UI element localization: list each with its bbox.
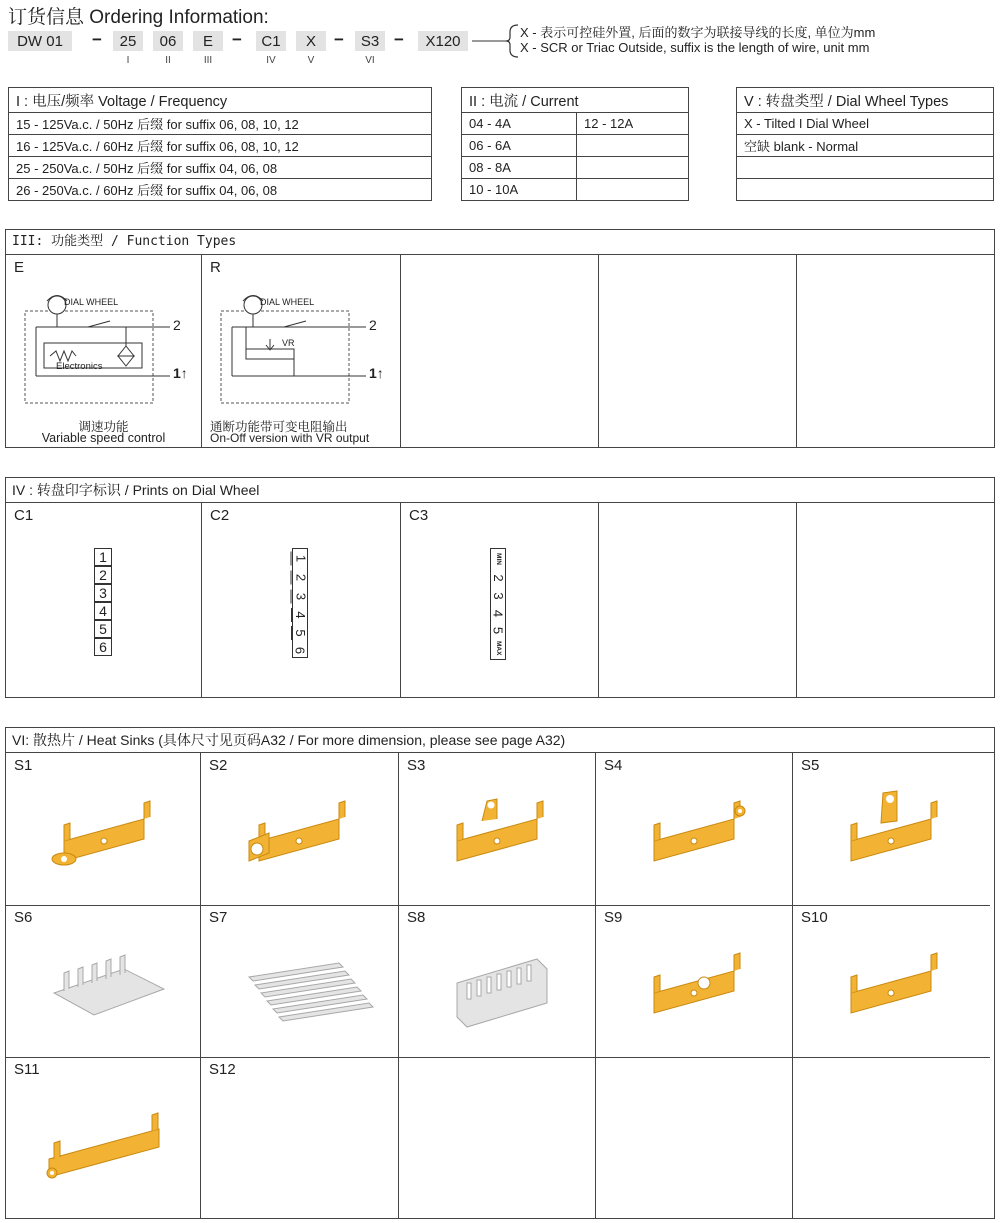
prints-header: IV : 转盘印字标识 / Prints on Dial Wheel: [6, 478, 994, 503]
dial-mark: MAX: [495, 641, 502, 656]
function-label-cn: 调速功能: [78, 420, 129, 434]
heatsink-cell-s6: [6, 905, 201, 1058]
arrow-up-icon: ↑: [376, 365, 384, 381]
roman-label: VI: [365, 55, 375, 66]
heatsink-cell-empty: [399, 1057, 596, 1218]
print-cell-empty: [599, 503, 797, 697]
heatsink-code: S9: [604, 909, 623, 926]
function-cell-r: [202, 255, 401, 448]
table-cell: [577, 157, 689, 179]
dial-mark: 2: [94, 566, 112, 584]
current-header: II : 电流 / Current: [462, 88, 689, 113]
table-cell: 12 - 12A: [577, 113, 689, 135]
function-cell-empty: [599, 255, 797, 447]
dial-mark: 3: [291, 590, 310, 604]
heatsink-code: S8: [407, 909, 426, 926]
heatsink-code: S12: [209, 1061, 236, 1078]
code-dial-type: X: [296, 31, 326, 51]
dial-mark: MIN: [495, 553, 502, 565]
table-cell: [577, 135, 689, 157]
prints-section: [5, 477, 995, 698]
function-label-cn: 通断功能带可变电阻输出: [210, 420, 348, 434]
function-code: R: [210, 259, 221, 276]
dial-mark: 6: [94, 638, 112, 656]
function-label-en: Variable speed control: [41, 431, 166, 445]
print-code: C3: [409, 507, 429, 524]
table-cell: [577, 179, 689, 201]
dial-mark: 2: [491, 574, 506, 582]
code-dash: −: [334, 30, 344, 49]
table-row: 26 - 250Va.c. / 60Hz 后缀 for suffix 04, 06, 08: [9, 179, 432, 201]
heatsink-cell-s5: [793, 753, 990, 906]
heatsink-image: [427, 933, 572, 1048]
dial-wheel-label: DIAL WHEEL: [260, 297, 315, 307]
heatsink-code: S11: [14, 1061, 40, 1078]
dial-mark: 4: [490, 609, 506, 618]
roman-label: V: [307, 55, 315, 66]
pin-number: 1: [369, 365, 377, 381]
dial-mark: 3: [491, 592, 506, 600]
heatsink-code: S3: [407, 757, 426, 774]
circuit-r-diagram: [216, 293, 392, 413]
code-function: E: [193, 31, 223, 51]
heatsink-image: [34, 781, 179, 896]
heatsink-cell-s7: [201, 905, 399, 1058]
roman-label: II: [165, 55, 171, 66]
heatsink-code: S5: [801, 757, 820, 774]
roman-label: IV: [266, 55, 276, 66]
heatsink-image: [624, 933, 769, 1048]
table-row: X - Tilted I Dial Wheel: [737, 113, 994, 135]
pin-label: [369, 365, 384, 381]
table-row: 25 - 250Va.c. / 50Hz 后缀 for suffix 04, 06, 08: [9, 157, 432, 179]
dial-mark: 5: [94, 620, 112, 638]
dial-mark: 5: [490, 626, 506, 635]
voltage-table: [8, 87, 432, 201]
code-dash: −: [232, 30, 242, 49]
code-dash: −: [394, 30, 404, 49]
heatsink-code: S6: [14, 909, 33, 926]
heatsink-cell-s3: [399, 753, 596, 906]
heatsink-cell-empty: [793, 1057, 990, 1218]
function-header: III: 功能类型 / Function Types: [6, 230, 994, 255]
heatsink-header: VI: 散热片 / Heat Sinks (具体尺寸见页码A32 / For more dimension, please see page A32): [6, 728, 994, 753]
function-cell-empty: [401, 255, 599, 447]
heatsink-image: [34, 1085, 179, 1200]
heatsink-cell-s11: [6, 1057, 201, 1218]
code-current: 06: [153, 31, 183, 51]
function-label-en: On-Off version with VR output: [210, 431, 370, 445]
brace-connector: [470, 22, 522, 62]
code-dash: −: [92, 30, 102, 49]
code-voltage: 25: [113, 31, 143, 51]
heatsink-cell-s4: [596, 753, 793, 906]
heatsink-cell-s10: [793, 905, 990, 1058]
heatsink-code: S4: [604, 757, 623, 774]
table-row: [737, 179, 994, 201]
table-cell: 06 - 6A: [462, 135, 577, 157]
print-code: C1: [14, 507, 34, 524]
dial-mark: 4: [94, 602, 112, 620]
heatsink-cell-s2: [201, 753, 399, 906]
roman-label: III: [203, 55, 213, 66]
heatsink-image: [34, 933, 179, 1048]
table-cell: 08 - 8A: [462, 157, 577, 179]
heatsink-image: [624, 781, 769, 896]
print-cell-c1: [6, 503, 202, 697]
heatsink-section: [5, 727, 995, 1219]
heatsink-image: [821, 781, 966, 896]
arrow-up-icon: ↑: [180, 365, 188, 381]
heatsink-image: [229, 781, 374, 896]
page-title: 订货信息 Ordering Information:: [8, 7, 269, 28]
dial-mark: 3: [94, 584, 112, 602]
print-cell-c2: [202, 503, 401, 697]
code-wire: X120: [418, 31, 468, 51]
table-row: [737, 157, 994, 179]
code-series: DW 01: [8, 31, 72, 51]
vr-label: VR: [282, 338, 295, 348]
function-cell-e: [6, 255, 202, 448]
table-row: 15 - 125Va.c. / 50Hz 后缀 for suffix 06, 08, 10, 12: [9, 113, 432, 135]
heatsink-cell-empty: [596, 1057, 793, 1218]
heatsink-cell-s9: [596, 905, 793, 1058]
heatsink-cell-s12: [201, 1057, 399, 1218]
voltage-header: I : 电压/频率 Voltage / Frequency: [9, 88, 432, 113]
dial-mark: 4: [291, 608, 309, 622]
pin-label: 2: [173, 317, 181, 333]
circuit-e-diagram: [20, 293, 196, 413]
dial-mark: 1: [94, 548, 112, 566]
print-cell-c3: [401, 503, 599, 697]
print-code: C2: [210, 507, 230, 524]
code-heatsink: S3: [355, 31, 385, 51]
roman-label: I: [126, 55, 130, 66]
heatsink-code: S2: [209, 757, 228, 774]
current-table: [461, 87, 689, 201]
heatsink-code: S10: [801, 909, 828, 926]
table-cell: 10 - 10A: [462, 179, 577, 201]
note-en: X - SCR or Triac Outside, suffix is the length of wire, unit mm: [520, 40, 870, 55]
dial-strip: [490, 548, 506, 660]
pin-number: 1: [173, 365, 181, 381]
heatsink-code: S1: [14, 757, 33, 774]
code-print: C1: [256, 31, 286, 51]
dial-mark: 2: [291, 571, 310, 585]
table-row: 空缺 blank - Normal: [737, 135, 994, 157]
heatsink-code: S7: [209, 909, 228, 926]
dial-wheel-label: DIAL WHEEL: [64, 297, 119, 307]
note-cn: X - 表示可控硅外置, 后面的数字为联接导线的长度, 单位为mm: [520, 25, 876, 40]
dial-type-header: V : 转盘类型 / Dial Wheel Types: [737, 88, 994, 113]
pin-label: 2: [369, 317, 377, 333]
dial-mark: 1: [291, 552, 310, 566]
dial-strip: [292, 548, 308, 658]
heatsink-image: [427, 781, 572, 896]
dial-mark: 6: [292, 646, 308, 655]
pin-label: [173, 365, 188, 381]
heatsink-image: [229, 933, 374, 1048]
heatsink-cell-s1: [6, 753, 201, 906]
table-cell: 04 - 4A: [462, 113, 577, 135]
function-code: E: [14, 259, 25, 276]
function-section: [5, 229, 995, 448]
electronics-label: Electronics: [56, 361, 103, 372]
heatsink-image: [821, 933, 966, 1048]
heatsink-cell-s8: [399, 905, 596, 1058]
table-row: 16 - 125Va.c. / 60Hz 后缀 for suffix 06, 08, 10, 12: [9, 135, 432, 157]
dial-type-table: [736, 87, 994, 201]
dial-mark: 5: [291, 626, 309, 640]
